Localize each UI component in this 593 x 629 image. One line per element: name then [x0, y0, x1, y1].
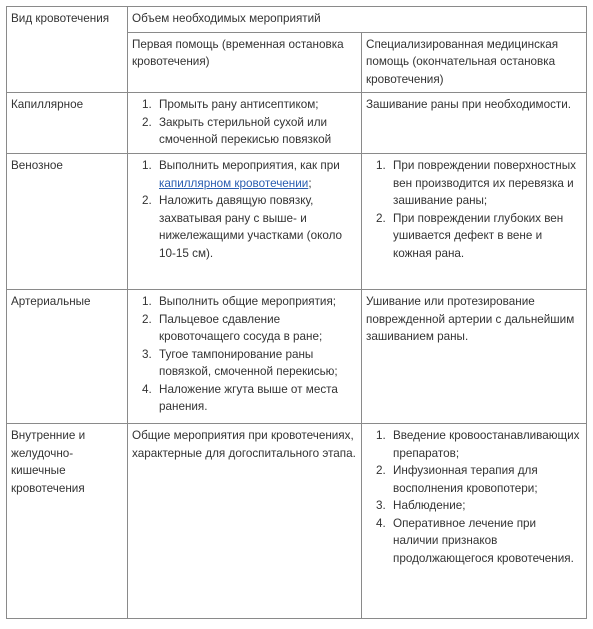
table-row [7, 290, 587, 424]
first-aid-cell [128, 154, 362, 290]
specialized-list [366, 157, 582, 262]
first-aid-list [132, 96, 357, 149]
specialized-cell [362, 424, 587, 619]
list-item: 4. Наложение жгута выше от места ранения. [155, 381, 357, 416]
bleeding-table [6, 6, 587, 619]
header-specialized: Специализированная медицинская помощь (окончательная остановка кровотечения) [362, 32, 587, 93]
list-item: 2. Пальцевое сдавление кровоточащего сосуда в ране; [155, 311, 357, 346]
first-aid-cell [128, 290, 362, 424]
capillary-bleeding-link[interactable]: капиллярном кровотечении [159, 176, 309, 190]
list-item: 3. Наблюдение; [389, 497, 582, 515]
list-item: 2. Наложить давящую повязку, захватывая рану с выше- и нижележащими участками (около 10-15 см). [155, 192, 357, 262]
list-item: 2. При повреждении глубоких вен ушивается дефект в вене и кожная рана. [389, 210, 582, 263]
header-first-aid: Первая помощь (временная остановка кровотечения) [128, 32, 362, 93]
list-item: 1. Выполнить общие мероприятия; [155, 293, 357, 311]
first-aid-cell [128, 93, 362, 154]
first-aid-cell: Общие мероприятия при кровотечениях, характерные для догоспитального этапа. [128, 424, 362, 619]
first-aid-list [132, 293, 357, 416]
specialized-list [366, 427, 582, 567]
list-item: 1. Промыть рану антисептиком; [155, 96, 357, 114]
table-row [7, 93, 587, 154]
table-row [7, 424, 587, 619]
header-bleeding-type: Вид кровотечения [7, 7, 128, 93]
table-row [7, 154, 587, 290]
list-item: 3. Тугое тампонирование раны повязкой, смоченной перекисью; [155, 346, 357, 381]
row-type-arterial: Артериальные [7, 290, 128, 424]
list-item: 2. Инфузионная терапия для восполнения кровопотери; [389, 462, 582, 497]
list-item: 4. Оперативное лечение при наличии признаков продолжающегося кровотечения. [389, 515, 582, 568]
list-item-text: Выполнить мероприятия, как при [159, 159, 340, 172]
row-type-internal: Внутренние и желудочно-кишечные кровотечения [7, 424, 128, 619]
list-item-text: ; [308, 176, 312, 190]
list-item: 1. При повреждении поверхностных вен производится их перевязка и зашивание раны; [389, 157, 582, 210]
row-type-venous: Венозное [7, 154, 128, 290]
row-type-capillary: Капиллярное [7, 93, 128, 154]
header-scope: Объем необходимых мероприятий [128, 7, 587, 33]
list-item: 2. Закрыть стерильной сухой или смоченной перекисью повязкой [155, 114, 357, 149]
specialized-cell: Ушивание или протезирование поврежденной артерии с дальнейшим зашиванием раны. [362, 290, 587, 424]
first-aid-list [132, 157, 357, 262]
list-item [155, 157, 357, 192]
list-item: 1. Введение кровоостанавливающих препаратов; [389, 427, 582, 462]
table-header-row [7, 7, 587, 33]
specialized-cell: Зашивание раны при необходимости. [362, 93, 587, 154]
specialized-cell [362, 154, 587, 290]
